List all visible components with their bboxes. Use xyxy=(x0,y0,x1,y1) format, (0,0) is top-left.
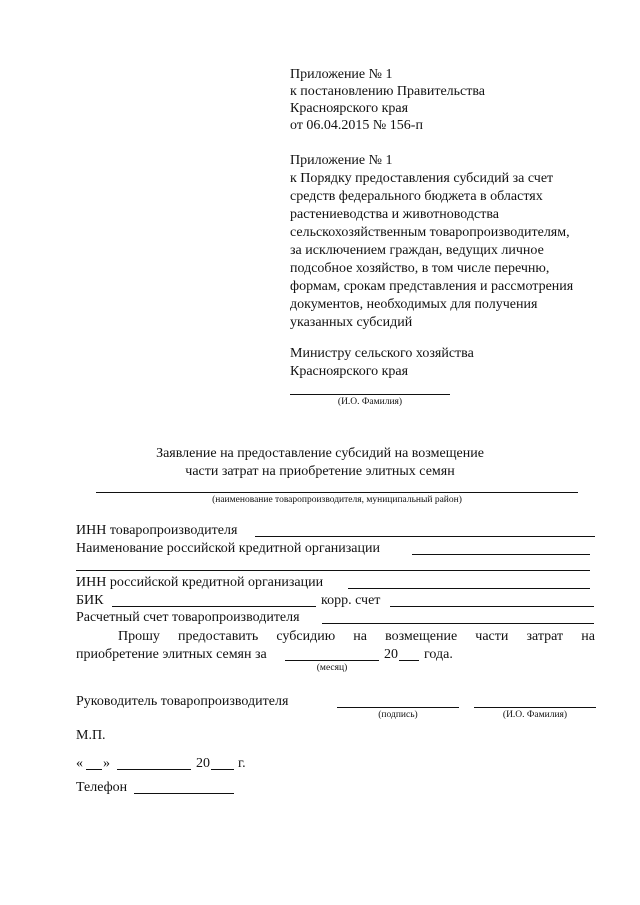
addressee-line: Красноярского края xyxy=(290,364,409,379)
bank-name-line-2[interactable] xyxy=(76,570,590,571)
request-word: возмещение xyxy=(385,629,458,644)
request-word: Прошу xyxy=(118,629,160,644)
account-label: Расчетный счет товаропроизводителя xyxy=(76,610,300,625)
date-year-suffix: г. xyxy=(238,756,246,771)
request-line-1 xyxy=(118,628,595,645)
appendix-procedure-line: средств федерального бюджета в областях xyxy=(290,189,543,204)
bik-line[interactable] xyxy=(112,606,316,607)
date-day-line[interactable] xyxy=(86,769,102,770)
request-year-line[interactable] xyxy=(399,660,419,661)
stamp-label: М.П. xyxy=(76,728,106,743)
request-word: предоставить xyxy=(177,629,259,644)
date-month-line[interactable] xyxy=(117,769,191,770)
bank-name-line[interactable] xyxy=(412,554,590,555)
request-month-caption: (месяц) xyxy=(316,663,348,673)
appendix-resolution-line: Красноярского края xyxy=(290,101,409,116)
appendix-procedure-block xyxy=(290,152,573,332)
corr-account-line[interactable] xyxy=(390,606,594,607)
request-word: на xyxy=(353,629,367,644)
inn-bank-label: ИНН российской кредитной организации xyxy=(76,575,324,590)
phone-line[interactable] xyxy=(134,793,234,794)
bik-label: БИК xyxy=(76,593,104,608)
producer-name-caption: (наименование товаропроизводителя, муниципальный район) xyxy=(212,495,462,505)
request-month-line[interactable] xyxy=(285,660,379,661)
appendix-resolution-line: от 06.04.2015 № 156-п xyxy=(290,118,423,133)
date-close-quote: » xyxy=(103,756,110,771)
request-word: на xyxy=(581,629,595,644)
inn-producer-label: ИНН товаропроизводителя xyxy=(76,523,238,538)
appendix-procedure-line: формам, срокам представления и рассмотрения xyxy=(290,279,574,294)
request-word: затрат xyxy=(526,629,564,644)
request-word: части xyxy=(475,629,509,644)
account-line[interactable] xyxy=(322,623,594,624)
signature-label: Руководитель товаропроизводителя xyxy=(76,694,289,709)
appendix-resolution-line: Приложение № 1 xyxy=(290,67,393,82)
signature-sign-line[interactable] xyxy=(337,707,459,708)
phone-label: Телефон xyxy=(76,780,128,795)
document-title xyxy=(0,445,640,481)
inn-bank-line[interactable] xyxy=(348,588,590,589)
inn-producer-line[interactable] xyxy=(255,536,595,537)
request-word: субсидию xyxy=(276,629,336,644)
appendix-procedure-line: документов, необходимых для получения xyxy=(290,297,538,312)
producer-name-line[interactable] xyxy=(96,492,578,493)
request-year-prefix: 20 xyxy=(384,647,398,662)
appendix-procedure-line: за исключением граждан, ведущих личное xyxy=(290,243,544,258)
addressee-name-line[interactable] xyxy=(290,394,450,395)
request-line-2-start: приобретение элитных семян за xyxy=(76,647,267,662)
date-open-quote: « xyxy=(76,756,83,771)
appendix-procedure-line: к Порядку предоставления субсидий за счет xyxy=(290,171,554,186)
addressee-name-caption: (И.О. Фамилия) xyxy=(337,397,403,407)
bank-name-label: Наименование российской кредитной организации xyxy=(76,541,380,556)
addressee-line: Министру сельского хозяйства xyxy=(290,346,474,361)
signature-name-caption: (И.О. Фамилия) xyxy=(502,710,568,720)
date-year-prefix: 20 xyxy=(196,756,210,771)
signature-name-line[interactable] xyxy=(474,707,596,708)
addressee-block xyxy=(290,345,474,381)
signature-sign-caption: (подпись) xyxy=(378,710,418,720)
document-title-line: части затрат на приобретение элитных семян xyxy=(185,464,455,479)
appendix-resolution-line: к постановлению Правительства xyxy=(290,84,486,99)
date-year-line[interactable] xyxy=(211,769,234,770)
appendix-procedure-line: растениеводства и животноводства xyxy=(290,207,499,222)
appendix-procedure-line: Приложение № 1 xyxy=(290,153,393,168)
request-year-suffix: года. xyxy=(424,647,453,662)
appendix-resolution-block xyxy=(290,66,485,134)
appendix-procedure-line: сельскохозяйственным товаропроизводителям, xyxy=(290,225,570,240)
corr-account-label: корр. счет xyxy=(321,593,381,608)
appendix-procedure-line: указанных субсидий xyxy=(290,315,413,330)
appendix-procedure-line: подсобное хозяйство, в том числе перечню, xyxy=(290,261,550,276)
document-title-line: Заявление на предоставление субсидий на возмещение xyxy=(156,446,484,461)
